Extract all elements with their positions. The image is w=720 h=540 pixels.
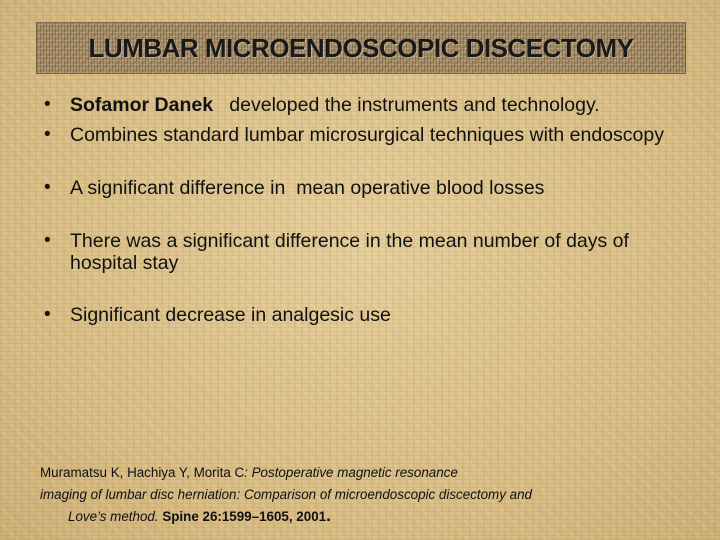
bullet-strong-text: Sofamor Danek — [70, 94, 214, 116]
citation — [40, 462, 700, 528]
bullet-dot-icon: • — [44, 124, 51, 145]
bullet-item — [40, 124, 680, 146]
bullet-text: A significant difference in mean operative blood losses — [70, 177, 545, 199]
bullet-text: Combines standard lumbar microsurgical techniques with endoscopy — [70, 124, 664, 146]
citation-title-part-1: Postoperative magnetic resonance — [251, 465, 458, 480]
slide-title: LUMBAR MICROENDOSCOPIC DISCECTOMY — [88, 32, 634, 63]
citation-authors: Muramatsu K, Hachiya Y, Morita C — [40, 465, 245, 480]
citation-journal: Spine 26:1599–1605, 2001 — [162, 509, 327, 524]
citation-line-3 — [40, 505, 700, 528]
bullet-text: developed the instruments and technology. — [213, 94, 600, 116]
citation-line-1 — [40, 462, 700, 484]
citation-title-period: . — [154, 509, 163, 524]
bullet-dot-icon: • — [44, 230, 51, 251]
bullet-list — [40, 94, 680, 326]
bullet-item — [40, 230, 680, 274]
citation-colon: : — [244, 465, 252, 480]
citation-title-part-3: Love’s method — [68, 509, 155, 524]
bullet-item — [40, 177, 680, 199]
bullet-item — [40, 304, 680, 326]
bullet-dot-icon: • — [44, 94, 51, 115]
bullet-dot-icon: • — [44, 177, 51, 198]
title-band — [36, 22, 686, 74]
bullet-dot-icon: • — [44, 304, 51, 325]
citation-final-period: . — [326, 506, 331, 525]
bullet-text: Significant decrease in analgesic use — [70, 304, 391, 326]
citation-line-2 — [40, 484, 700, 506]
bullet-item — [40, 94, 680, 116]
citation-title-part-2: imaging of lumbar disc herniation: Comparison of microendoscopic discectomy and — [40, 486, 532, 502]
bullet-text: There was a significant difference in the mean number of days of hospital stay — [70, 230, 629, 274]
